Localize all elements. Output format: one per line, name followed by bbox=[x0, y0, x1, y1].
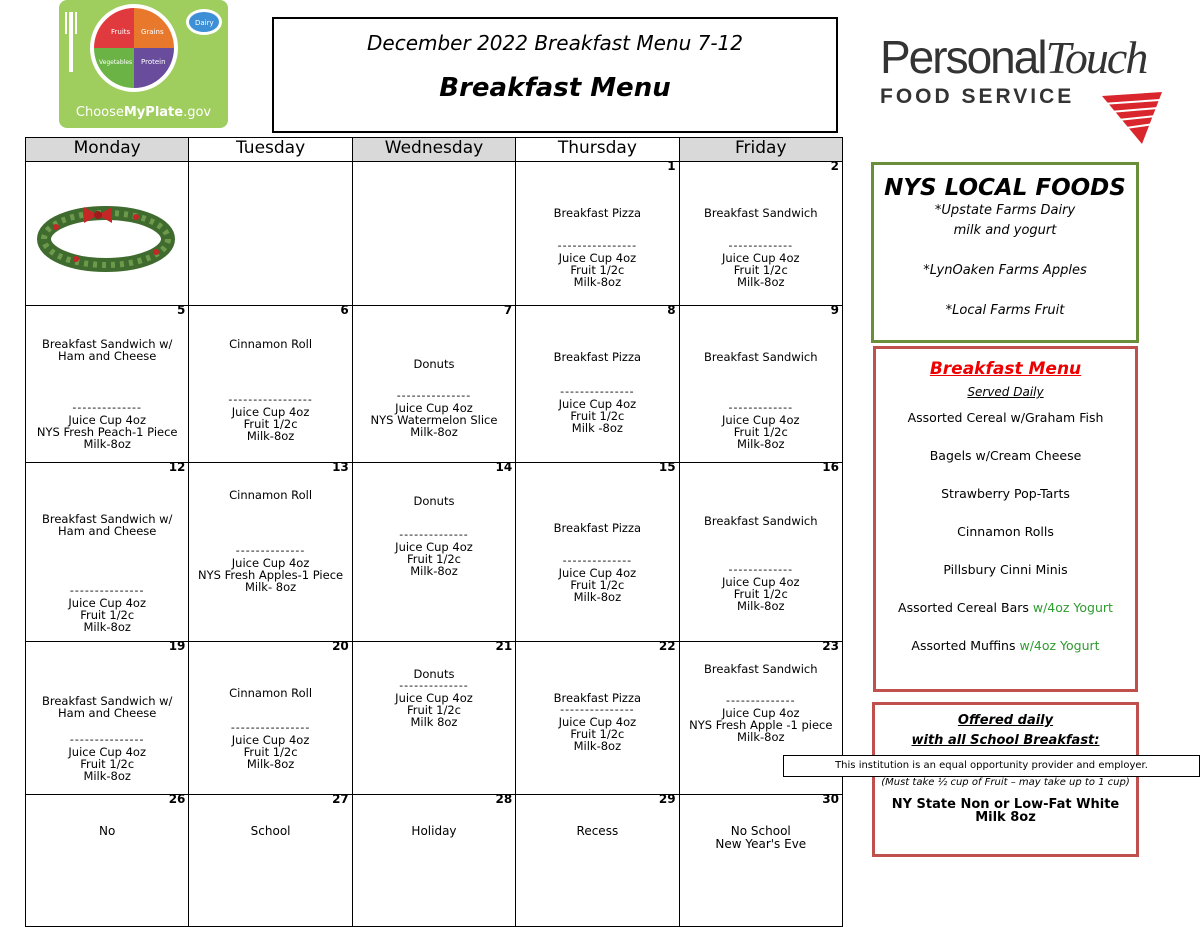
menu-entree: Cinnamon Roll bbox=[229, 686, 313, 700]
day-cell-content bbox=[26, 162, 188, 305]
day-number: 8 bbox=[667, 303, 676, 317]
personal-touch-logo bbox=[880, 31, 1170, 134]
side-item: NYS Watermelon Slice bbox=[370, 413, 498, 427]
divider-dashes: --------------- bbox=[69, 733, 145, 746]
day-cell-content bbox=[26, 460, 188, 641]
fruit-note: (Must take ½ cup of Fruit – may take up to 1 cup) bbox=[881, 777, 1130, 788]
side-item: Milk -8oz bbox=[571, 421, 623, 435]
side-item: Milk-8oz bbox=[737, 599, 785, 613]
calendar-day-cell bbox=[352, 639, 515, 795]
menu-entree: Breakfast Sandwich bbox=[704, 350, 818, 364]
local-foods-line: *Local Farms Fruit bbox=[945, 303, 1065, 318]
local-foods-box bbox=[871, 162, 1139, 343]
breakfast-menu-heading: Breakfast Menu bbox=[929, 359, 1082, 379]
brand-name-b: Touch bbox=[1045, 32, 1147, 83]
calendar-day-cell bbox=[352, 460, 515, 642]
day-header: Wednesday bbox=[352, 138, 515, 162]
menu-sides bbox=[189, 557, 351, 593]
calendar-day-cell bbox=[189, 303, 352, 463]
day-cell-content bbox=[516, 639, 678, 794]
side-item: Milk-8oz bbox=[737, 730, 785, 744]
calendar-day-cell bbox=[189, 460, 352, 642]
day-number: 23 bbox=[822, 639, 839, 653]
divider-dashes: ------------- bbox=[728, 401, 794, 414]
breakfast-menu-item bbox=[876, 475, 1135, 513]
offered-line1: Offered daily bbox=[957, 713, 1054, 728]
day-number: 14 bbox=[495, 460, 513, 474]
side-item: Fruit 1/2c bbox=[733, 587, 788, 601]
menu-title: Breakfast Menu bbox=[439, 73, 671, 103]
side-item: Fruit 1/2c bbox=[243, 417, 298, 431]
menu-sides bbox=[516, 398, 678, 434]
menu-entree: Donuts bbox=[413, 494, 455, 508]
day-cell-content bbox=[26, 639, 188, 794]
side-item: Milk-8oz bbox=[83, 437, 131, 451]
side-item: Fruit 1/2c bbox=[80, 608, 135, 622]
myplate-caption bbox=[59, 105, 228, 120]
side-item: Fruit 1/2c bbox=[570, 727, 625, 741]
menu-sides bbox=[353, 541, 515, 577]
day-number: 5 bbox=[177, 303, 186, 317]
day-cell-content bbox=[516, 303, 678, 462]
menu-sides bbox=[680, 252, 842, 288]
calendar-day-cell bbox=[516, 792, 679, 927]
calendar-day-cell bbox=[189, 162, 352, 306]
plate-label-dairy: Dairy bbox=[195, 19, 214, 27]
side-item: Milk-8oz bbox=[737, 437, 785, 451]
side-item: Juice Cup 4oz bbox=[721, 251, 800, 265]
day-cell-content bbox=[680, 792, 842, 926]
menu-subtitle: December 2022 Breakfast Menu 7-12 bbox=[367, 31, 743, 55]
menu-item-text: Assorted Muffins bbox=[911, 638, 1020, 653]
side-item: Juice Cup 4oz bbox=[721, 413, 800, 427]
menu-item-text: Pillsbury Cinni Minis bbox=[943, 562, 1068, 577]
side-item: Milk 8oz bbox=[410, 715, 458, 729]
menu-sides bbox=[680, 414, 842, 450]
day-number: 2 bbox=[830, 159, 839, 173]
myplate-logo bbox=[59, 0, 228, 128]
calendar-week-row bbox=[26, 162, 843, 306]
calendar-day-cell bbox=[26, 460, 189, 642]
menu-item-list bbox=[876, 399, 1135, 665]
local-foods-heading: NYS LOCAL FOODS bbox=[884, 175, 1126, 201]
yogurt-note: w/4oz Yogurt bbox=[1032, 600, 1113, 615]
menu-item-text: Cinnamon Rolls bbox=[957, 524, 1054, 539]
day-cell-content bbox=[189, 460, 351, 641]
plate-label-grains: Grains bbox=[141, 28, 164, 36]
holiday-text: No bbox=[99, 824, 116, 838]
holiday-text: Recess bbox=[576, 824, 619, 838]
day-cell-content bbox=[353, 162, 515, 305]
divider-dashes: --------------- bbox=[560, 385, 635, 398]
side-item: Fruit 1/2c bbox=[243, 745, 298, 759]
calendar-day-cell bbox=[352, 303, 515, 463]
day-cell-content bbox=[516, 792, 678, 926]
local-foods-line: *LynOaken Farms Apples bbox=[923, 263, 1087, 278]
menu-entree: Breakfast Sandwich w/ Ham and Cheese bbox=[41, 337, 173, 363]
menu-sides bbox=[26, 746, 188, 782]
breakfast-menu-item bbox=[876, 437, 1135, 475]
side-item: Juice Cup 4oz bbox=[68, 745, 146, 759]
menu-entree: Breakfast Pizza bbox=[553, 350, 642, 364]
calendar-day-cell bbox=[679, 303, 842, 463]
breakfast-menu-item bbox=[876, 399, 1135, 437]
day-cell-content bbox=[353, 303, 515, 462]
divider-dashes: -------------- bbox=[72, 401, 142, 414]
side-item: Milk-8oz bbox=[246, 429, 295, 443]
calendar-week-row bbox=[26, 795, 843, 927]
menu-sides bbox=[516, 567, 678, 603]
day-header: Tuesday bbox=[189, 138, 352, 162]
plate-label-protein: Protein bbox=[141, 58, 166, 66]
menu-sides bbox=[353, 402, 515, 438]
divider-dashes: ------------- bbox=[728, 239, 794, 252]
menu-entree: Breakfast Pizza bbox=[553, 206, 642, 220]
menu-entree: Cinnamon Roll bbox=[229, 488, 313, 502]
menu-entree: Cinnamon Roll bbox=[229, 337, 313, 351]
day-number: 13 bbox=[332, 460, 349, 474]
calendar-day-cell bbox=[516, 639, 679, 795]
side-item: Fruit 1/2c bbox=[733, 425, 788, 439]
divider-dashes: ---------------- bbox=[230, 721, 311, 734]
menu-entree: Donuts bbox=[413, 667, 455, 681]
side-item: NYS Fresh Peach-1 Piece bbox=[36, 425, 178, 439]
side-item: Juice Cup 4oz bbox=[231, 556, 310, 570]
side-item: Fruit 1/2c bbox=[406, 552, 461, 566]
side-item: Milk-8oz bbox=[573, 739, 622, 753]
side-item: Fruit 1/2c bbox=[570, 409, 625, 423]
side-item: Juice Cup 4oz bbox=[558, 715, 637, 729]
side-item: Milk-8oz bbox=[410, 564, 458, 578]
side-item: Milk- 8oz bbox=[245, 580, 297, 594]
side-item: Juice Cup 4oz bbox=[231, 733, 310, 747]
divider-dashes: --------------- bbox=[69, 584, 145, 597]
calendar-day-cell bbox=[516, 303, 679, 463]
brand-sub: FOOD SERVICE bbox=[880, 85, 1075, 108]
menu-item-text: Assorted Cereal Bars bbox=[898, 600, 1033, 615]
day-number: 7 bbox=[503, 303, 513, 317]
side-item: Fruit 1/2c bbox=[406, 703, 461, 717]
side-item: Milk-8oz bbox=[410, 425, 458, 439]
day-header: Thursday bbox=[516, 138, 679, 162]
plate-graphic bbox=[59, 0, 228, 100]
menu-sides bbox=[516, 252, 678, 288]
divider-dashes: --------------- bbox=[560, 703, 635, 716]
side-item: Juice Cup 4oz bbox=[558, 397, 637, 411]
day-number: 15 bbox=[658, 460, 676, 474]
day-number: 26 bbox=[168, 792, 186, 806]
day-number: 16 bbox=[822, 460, 839, 474]
calendar-day-cell bbox=[352, 162, 515, 306]
day-number: 28 bbox=[495, 792, 513, 806]
breakfast-menu-item bbox=[876, 589, 1135, 627]
day-number: 9 bbox=[830, 303, 839, 317]
calendar-week-row bbox=[26, 642, 843, 795]
menu-entree: Breakfast Sandwich w/ Ham and Cheese bbox=[41, 512, 173, 538]
side-item: NYS Fresh Apple -1 piece bbox=[689, 718, 833, 732]
local-foods-line: *Upstate Farms Dairy bbox=[934, 203, 1076, 218]
calendar-day-cell bbox=[189, 639, 352, 795]
side-item: Juice Cup 4oz bbox=[68, 413, 146, 427]
served-daily: Served Daily bbox=[967, 385, 1044, 399]
menu-item-text: Bagels w/Cream Cheese bbox=[929, 448, 1082, 463]
calendar-day-cell bbox=[679, 460, 842, 642]
day-number: 30 bbox=[822, 792, 839, 806]
calendar-day-cell bbox=[679, 792, 842, 927]
divider-dashes: ---------------- bbox=[557, 239, 638, 252]
day-cell-content bbox=[189, 792, 351, 926]
plate-label-vegetables: Vegetables bbox=[99, 59, 133, 66]
menu-sides bbox=[189, 406, 351, 442]
milk-note: NY State Non or Low-Fat White Milk 8oz bbox=[891, 797, 1120, 825]
brand-stripes-icon bbox=[1102, 92, 1162, 144]
title-box bbox=[272, 17, 838, 133]
day-cell-content bbox=[680, 460, 842, 641]
holiday-text: School bbox=[250, 824, 291, 838]
calendar-day-cell bbox=[26, 639, 189, 795]
side-item: Fruit 1/2c bbox=[733, 263, 788, 277]
caption-post: .gov bbox=[183, 105, 212, 120]
day-header: Friday bbox=[679, 138, 842, 162]
day-number: 22 bbox=[658, 639, 676, 653]
divider-dashes: --------------- bbox=[396, 389, 472, 402]
holiday-text: No School New Year's Eve bbox=[715, 824, 807, 851]
day-number: 12 bbox=[168, 460, 186, 474]
side-item: Milk-8oz bbox=[246, 757, 295, 771]
side-item: Milk-8oz bbox=[573, 275, 622, 289]
day-cell-content bbox=[680, 159, 842, 305]
day-number: 19 bbox=[168, 639, 186, 653]
day-cell-content bbox=[189, 303, 351, 462]
breakfast-menu-item bbox=[876, 513, 1135, 551]
offered-daily-box bbox=[872, 702, 1139, 857]
day-header: Monday bbox=[26, 138, 189, 162]
divider-dashes: -------------- bbox=[562, 554, 633, 567]
local-foods-line bbox=[874, 281, 1136, 301]
divider-dashes: -------------- bbox=[399, 679, 469, 692]
menu-item-text: Assorted Cereal w/Graham Fish bbox=[907, 410, 1104, 425]
vegetables-segment bbox=[94, 48, 134, 88]
breakfast-menu-box bbox=[873, 346, 1138, 692]
menu-sides bbox=[680, 576, 842, 612]
day-cell-content bbox=[353, 639, 515, 794]
wreath-icon bbox=[36, 197, 176, 277]
day-cell-content bbox=[353, 460, 515, 641]
day-cell-content bbox=[680, 303, 842, 462]
side-item: Juice Cup 4oz bbox=[395, 540, 473, 554]
caption-pre: Choose bbox=[75, 105, 124, 120]
side-item: Juice Cup 4oz bbox=[721, 706, 800, 720]
side-item: Juice Cup 4oz bbox=[395, 401, 473, 415]
side-item: NYS Fresh Apples-1 Piece bbox=[198, 568, 344, 582]
divider-dashes: -------------- bbox=[725, 694, 796, 707]
side-item: Juice Cup 4oz bbox=[721, 575, 800, 589]
divider-dashes: -------------- bbox=[399, 528, 469, 541]
side-item: Milk-8oz bbox=[83, 620, 131, 634]
day-cell-content bbox=[516, 159, 678, 305]
equal-opportunity-statement: This institution is an equal opportunity provider and employer. bbox=[783, 755, 1200, 777]
side-item: Fruit 1/2c bbox=[570, 263, 625, 277]
offered-line2: with all School Breakfast: bbox=[911, 733, 1100, 748]
day-number: 21 bbox=[495, 639, 513, 653]
day-cell-content bbox=[26, 792, 188, 926]
day-number: 20 bbox=[332, 639, 349, 653]
divider-dashes: ------------- bbox=[728, 563, 794, 576]
protein-segment bbox=[134, 48, 174, 88]
calendar-week-row bbox=[26, 306, 843, 463]
side-item: Juice Cup 4oz bbox=[68, 596, 146, 610]
side-item: Juice Cup 4oz bbox=[558, 566, 637, 580]
day-number: 6 bbox=[340, 303, 349, 317]
calendar-header-row bbox=[26, 138, 843, 162]
plate-label-fruits: Fruits bbox=[111, 28, 131, 36]
menu-sides bbox=[189, 734, 351, 770]
menu-entree: Breakfast Sandwich w/ Ham and Cheese bbox=[41, 694, 173, 720]
divider-dashes: -------------- bbox=[235, 544, 306, 557]
calendar-week-row bbox=[26, 463, 843, 642]
menu-entree: Breakfast Sandwich bbox=[704, 514, 818, 528]
divider-dashes: ----------------- bbox=[228, 393, 313, 406]
calendar-day-cell bbox=[516, 460, 679, 642]
menu-entree: Donuts bbox=[413, 357, 455, 371]
menu-entree: Breakfast Pizza bbox=[553, 521, 642, 535]
calendar-day-cell bbox=[26, 303, 189, 463]
side-item: Juice Cup 4oz bbox=[558, 251, 637, 265]
menu-item-text: Strawberry Pop-Tarts bbox=[941, 486, 1070, 501]
day-number: 1 bbox=[667, 159, 676, 173]
calendar-day-cell bbox=[189, 792, 352, 927]
menu-sides bbox=[680, 707, 842, 743]
calendar-day-cell bbox=[679, 159, 842, 306]
side-item: Milk-8oz bbox=[83, 769, 131, 783]
menu-sides bbox=[26, 414, 188, 450]
calendar-day-cell bbox=[516, 159, 679, 306]
calendar-table bbox=[25, 137, 843, 927]
side-item: Fruit 1/2c bbox=[80, 757, 135, 771]
calendar-day-cell bbox=[26, 162, 189, 306]
day-cell-content bbox=[189, 162, 351, 305]
side-item: Milk-8oz bbox=[573, 590, 622, 604]
day-cell-content bbox=[189, 639, 351, 794]
menu-sides bbox=[26, 597, 188, 633]
menu-entree: Breakfast Pizza bbox=[553, 691, 642, 705]
day-cell-content bbox=[516, 460, 678, 641]
calendar-day-cell bbox=[352, 792, 515, 927]
local-foods-line: milk and yogurt bbox=[953, 223, 1057, 238]
day-cell-content bbox=[353, 792, 515, 926]
calendar-day-cell bbox=[26, 792, 189, 927]
yogurt-note: w/4oz Yogurt bbox=[1019, 638, 1100, 653]
breakfast-menu-item bbox=[876, 551, 1135, 589]
holiday-text: Holiday bbox=[411, 824, 457, 838]
side-item: Fruit 1/2c bbox=[570, 578, 625, 592]
caption-bold: MyPlate bbox=[123, 105, 184, 120]
day-number: 27 bbox=[332, 792, 349, 806]
menu-entree: Breakfast Sandwich bbox=[704, 662, 818, 676]
menu-entree: Breakfast Sandwich bbox=[704, 206, 818, 220]
brand-name-a: Personal bbox=[880, 31, 1046, 83]
side-item: Milk-8oz bbox=[737, 275, 785, 289]
menu-sides bbox=[516, 716, 678, 752]
side-item: Juice Cup 4oz bbox=[395, 691, 473, 705]
menu-sides bbox=[353, 692, 515, 728]
local-foods-line bbox=[874, 241, 1136, 261]
side-item: Juice Cup 4oz bbox=[231, 405, 310, 419]
day-cell-content bbox=[26, 303, 188, 462]
breakfast-menu-item bbox=[876, 627, 1135, 665]
day-number: 29 bbox=[658, 792, 676, 806]
